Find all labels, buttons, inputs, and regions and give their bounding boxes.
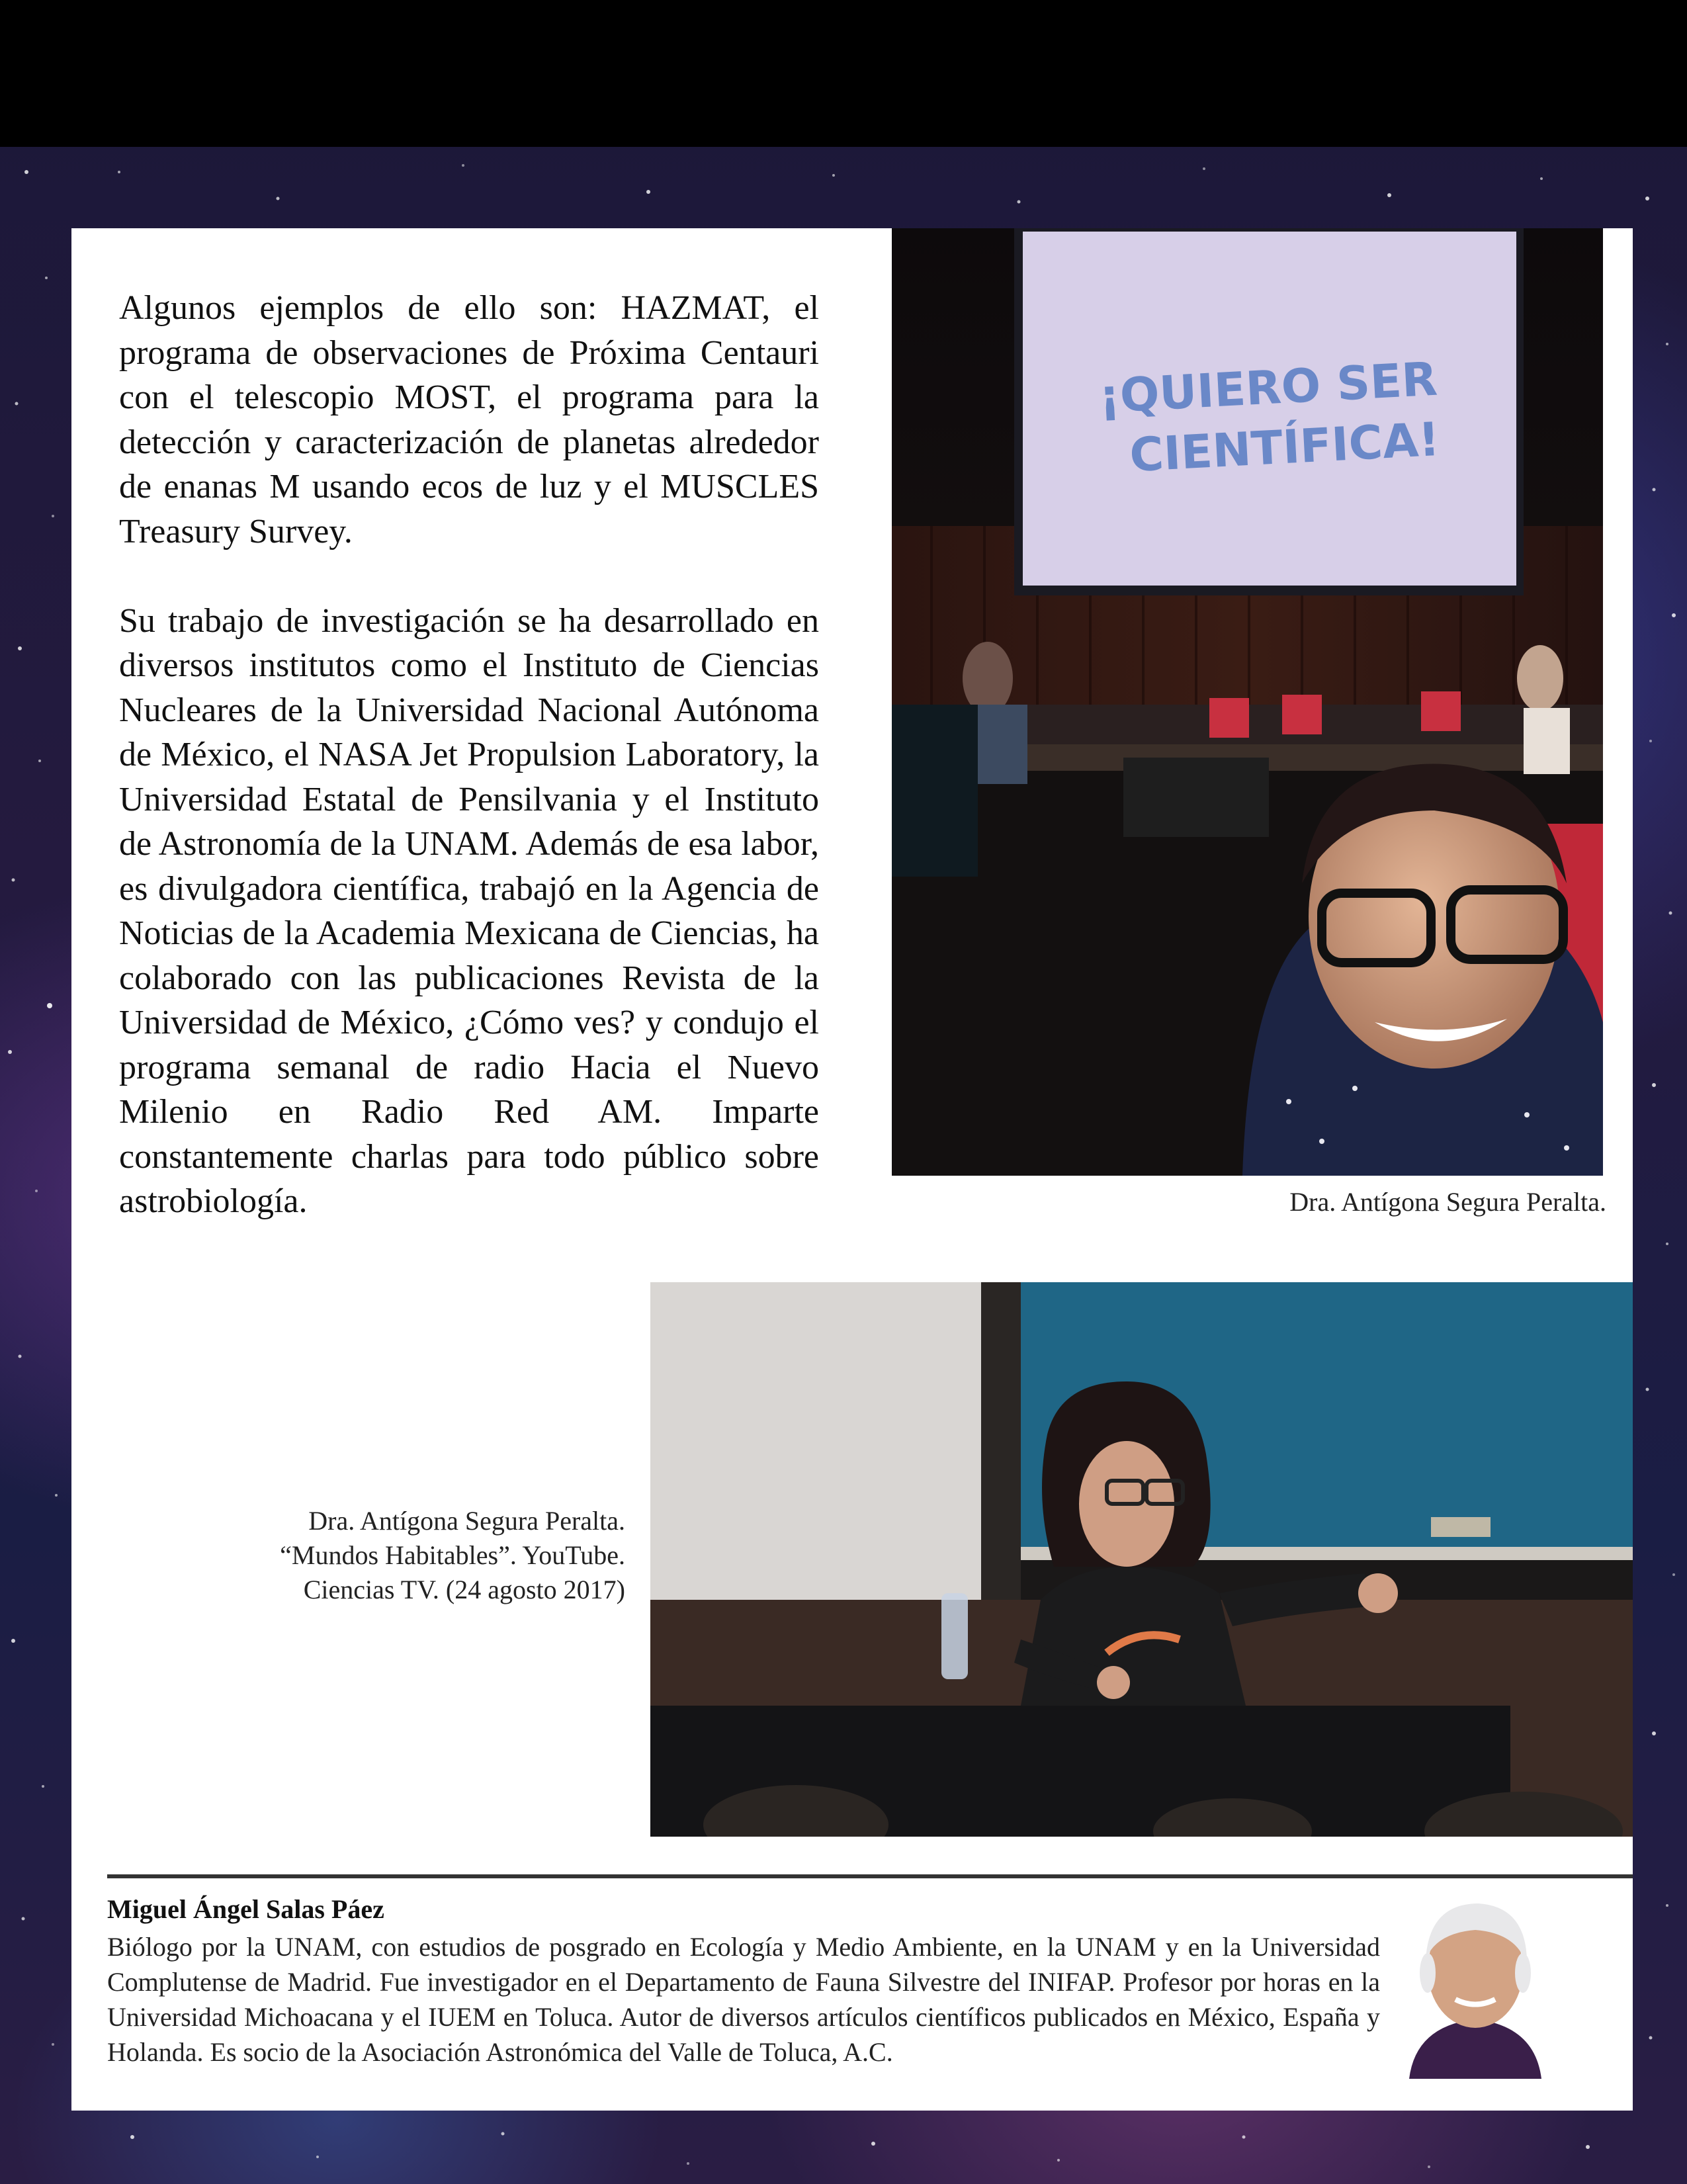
screen-text-line-1: ¡QUIERO SER bbox=[1097, 351, 1439, 424]
author-section-divider bbox=[107, 1874, 1633, 1878]
lecture-photo bbox=[650, 1282, 1633, 1837]
conference-selfie-photo bbox=[892, 228, 1603, 1176]
photo2-caption-line-3: Ciencias TV. (24 agosto 2017) bbox=[303, 1575, 625, 1604]
author-bio: Biólogo por la UNAM, con estudios de posgrado en Ecología y Medio Ambiente, en la UNAM y en la Universidad Complutense de Madrid. Fue investigador en el Departamento de Fauna Silvestre del INIFAP. Profesor por horas en la Universidad Michoacana y el IUEM en Toluca. Autor de diversos artículos científicos publicados en México, España y Holanda. Es socio de la Asociación Astronómica del Valle de Toluca, A.C. bbox=[107, 1932, 1380, 2067]
author-portrait bbox=[1403, 1887, 1548, 2079]
article-paragraph-2: Su trabajo de investigación se ha desarrollado en diversos institutos como el Instituto de Ciencias Nucleares de la Universidad Nacional Autónoma de México, el NASA Jet Propulsion Laboratory, la Universidad Estatal de Pensilvania y el Instituto de Astronomía de la UNAM. Además de esa labor, es divulgadora científica, trabajó en la Agencia de Noticias de la Academia Mexicana de Ciencias, ha colaborado con las publicaciones Revista de la Universidad de México, ¿Cómo ves? y condujo el programa semanal de radio Hacia el Nuevo Milenio en Radio Red AM. Imparte constantemente charlas para todo público sobre astrobiología. bbox=[119, 601, 819, 1220]
screen-text-line-2: CIENTÍFICA! bbox=[1128, 412, 1442, 483]
photo2-caption-line-2: “Mundos Habitables”. YouTube. bbox=[280, 1540, 625, 1570]
top-black-bar bbox=[0, 0, 1687, 147]
article-paragraph-1: Algunos ejemplos de ello son: HAZMAT, el programa de observaciones de Próxima Centauri con el telescopio MOST, el programa para la detección y caracterización de planetas alrededor de enanas M usando ecos de luz y el MUSCLES Treasury Survey. bbox=[119, 289, 819, 550]
article-body bbox=[119, 286, 819, 1224]
photo1-caption: Dra. Antígona Segura Peralta. bbox=[1289, 1187, 1606, 1217]
author-name: Miguel Ángel Salas Páez bbox=[107, 1894, 384, 1924]
photo2-caption bbox=[185, 1504, 625, 1607]
photo2-caption-line-1: Dra. Antígona Segura Peralta. bbox=[308, 1506, 625, 1536]
